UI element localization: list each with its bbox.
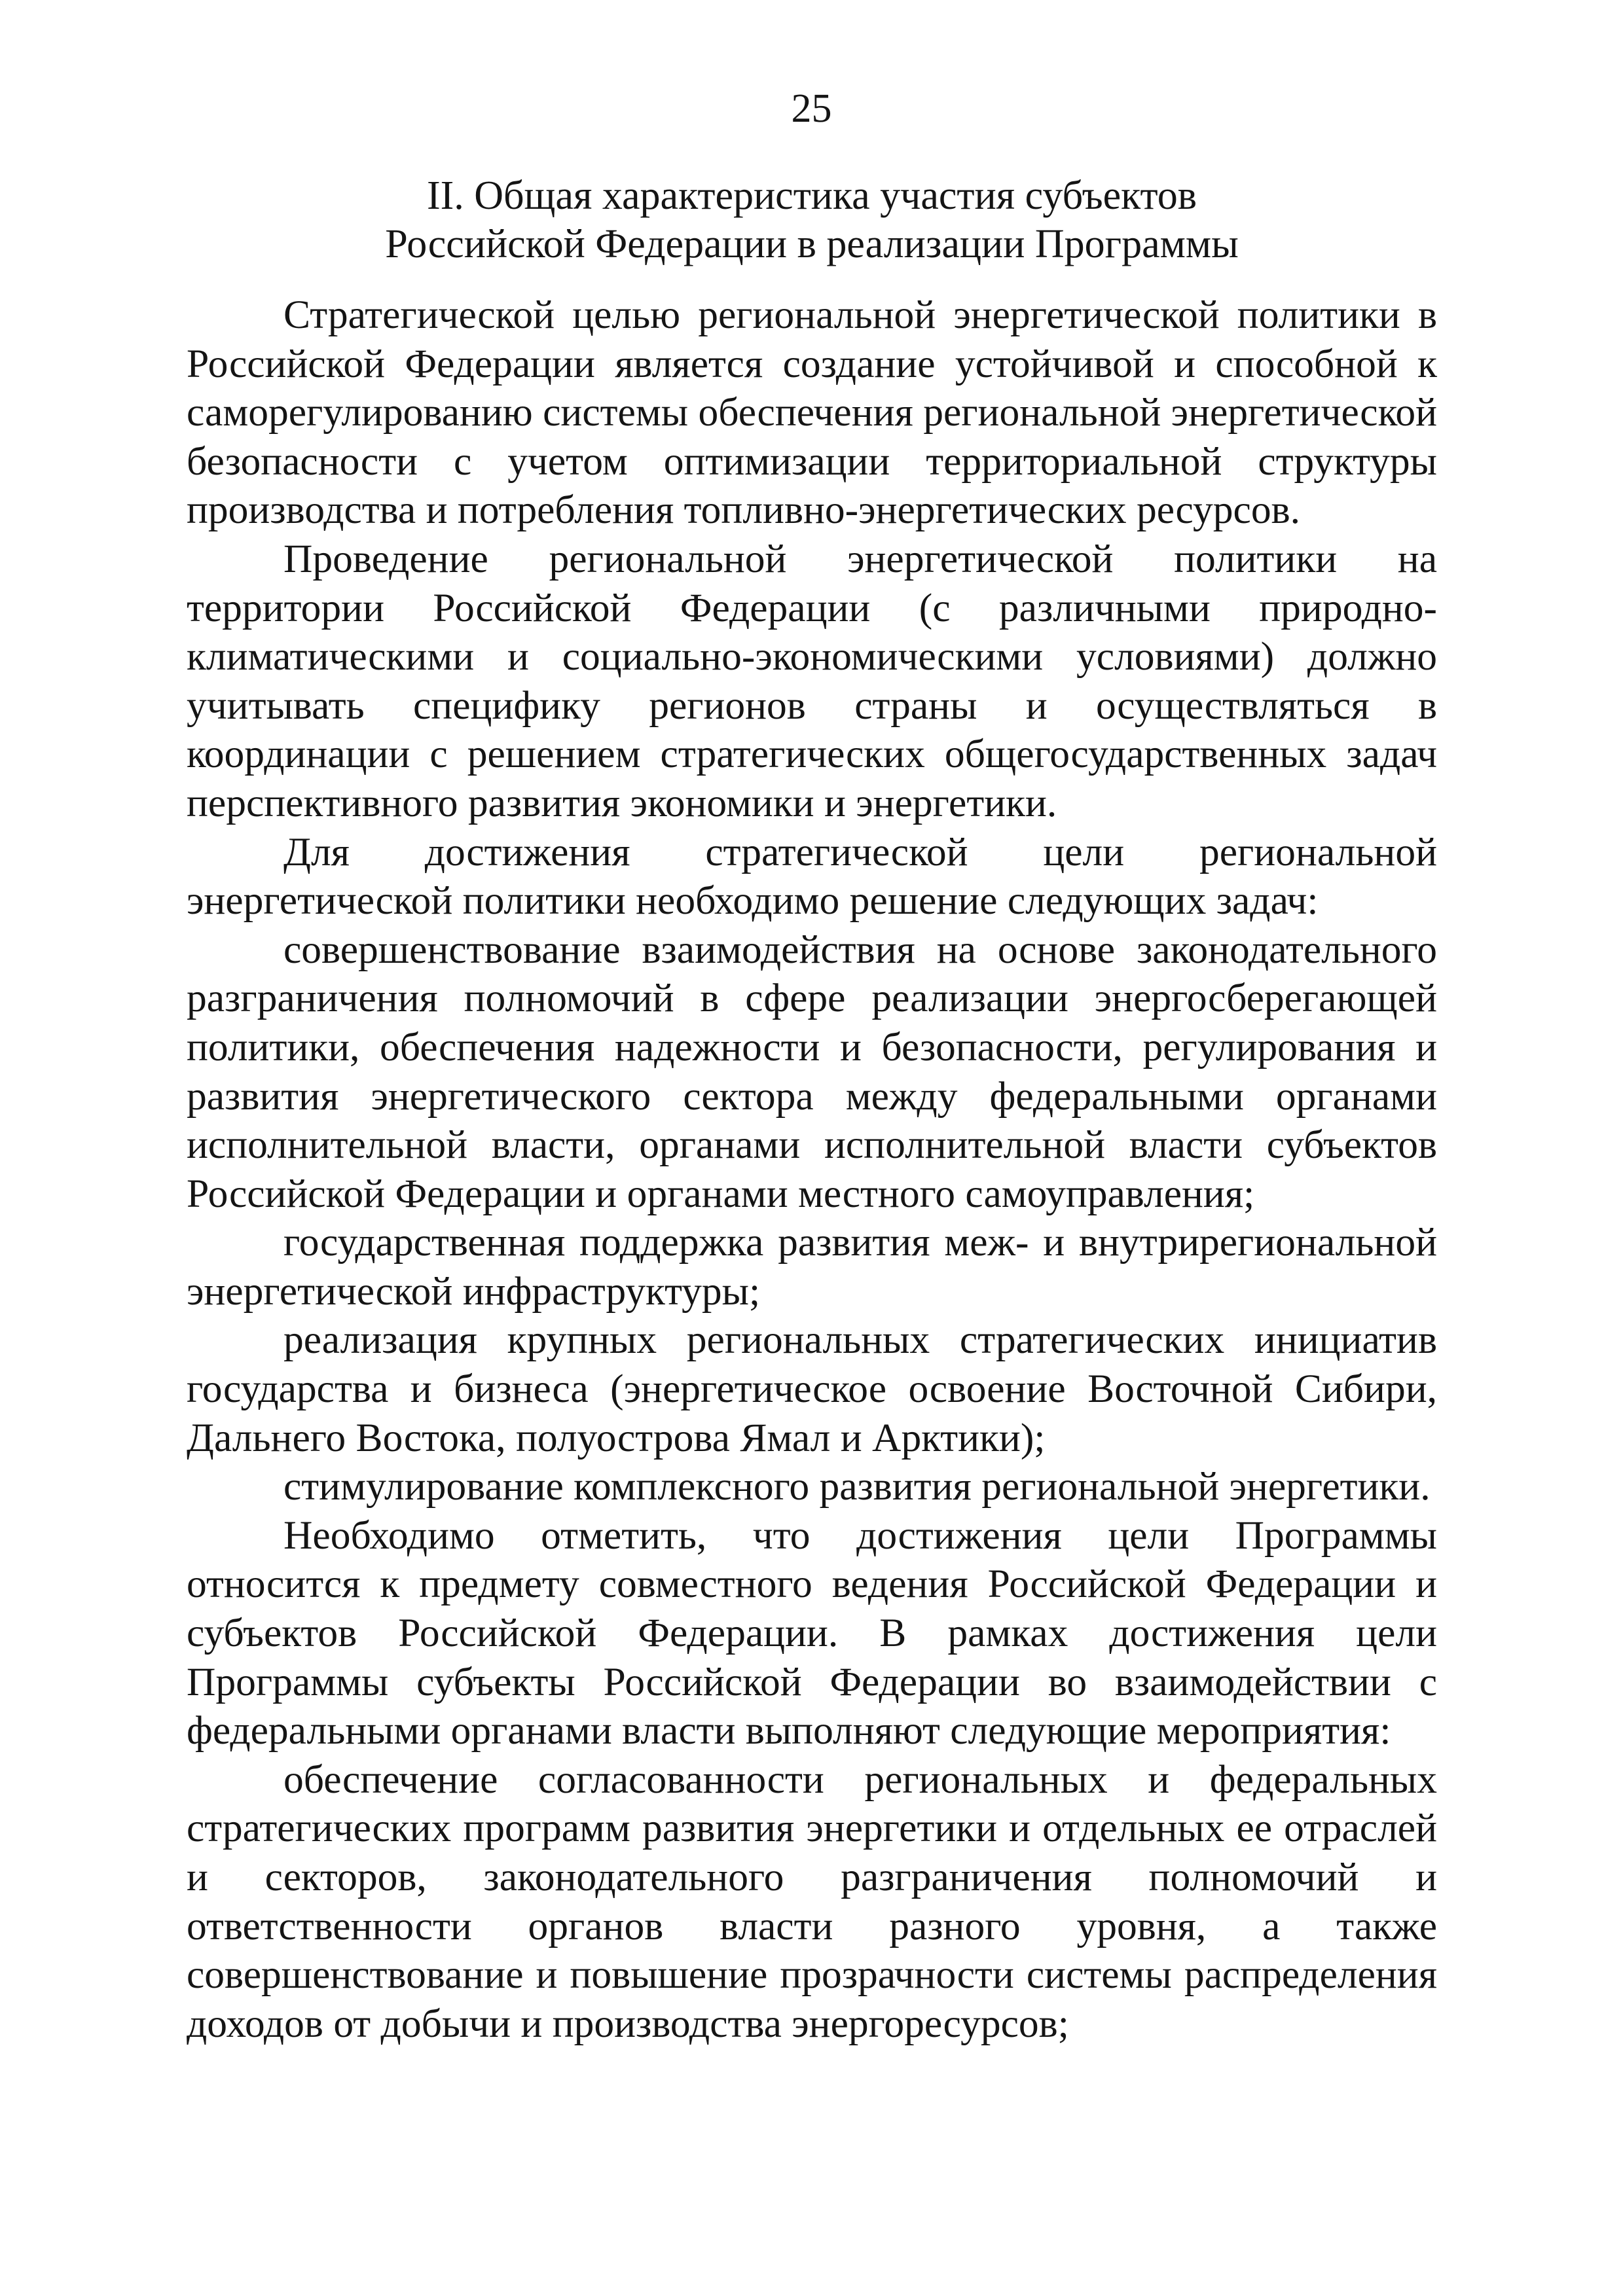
list-item-task: государственная поддержка развития меж- и внутрирегиональной энергетической инфраструктуры; (187, 1220, 1437, 1314)
list-item-measure: обеспечение согласованности региональных и федеральных стратегических программ развития энергетики и отдельных ее отраслей и секторов, законодательного разграничения полномочий и ответственности органов власти разного уровня, а также совершенствование и повышение прозрачности системы распределения доходов от добычи и производства энергоресурсов; (187, 1757, 1437, 2046)
paragraph-policy-conduct: Проведение региональной энергетической политики на территории Российской Федерации (с различными природно-климатическими и социально-экономическими условиями) должно учитывать специфику регионов страны и осуществляться в координации с решением стратегических общегосударственных задач перспективного развития экономики и энергетики. (187, 536, 1437, 825)
list-item-task: реализация крупных региональных стратегических инициатив государства и бизнеса (энергетическое освоение Восточной Сибири, Дальнего Востока, полуострова Ямал и Арктики); (187, 1318, 1437, 1460)
list-item-task: совершенствование взаимодействия на основе законодательного разграничения полномочий в сфере реализации энергосберегающей политики, обеспечения надежности и безопасности, регулирования и развития энергетического сектора между федеральными органами исполнительной власти, органами исполнительной власти субъектов Российской Федерации и органами местного самоуправления; (187, 927, 1437, 1216)
paragraph-tasks-intro: Для достижения стратегической цели региональной энергетической политики необходимо решение следующих задач: (187, 829, 1437, 924)
section-title-line: II. Общая характеристика участия субъектов (426, 173, 1197, 218)
section-title-line: Российской Федерации в реализации Программы (385, 222, 1239, 266)
page-number: 25 (791, 86, 832, 131)
document-body (187, 291, 1437, 2048)
paragraph-joint-jurisdiction: Необходимо отметить, что достижения цели Программы относится к предмету совместного ведения Российской Федерации и субъектов Российской Федерации. В рамках достижения цели Программы субъекты Российской Федерации во взаимодействии с федеральными органами власти выполняют следующие мероприятия: (187, 1513, 1437, 1753)
list-item-task: стимулирование комплексного развития региональной энергетики. (283, 1464, 1431, 1509)
paragraph-strategic-goal: Стратегической целью региональной энергетической политики в Российской Федерации является создание устойчивой и способной к саморегулированию системы обеспечения региональной энергетической безопасности с учетом оптимизации территориальной структуры производства и потребления топливно-энергетических ресурсов. (187, 293, 1437, 533)
section-title (187, 171, 1437, 268)
